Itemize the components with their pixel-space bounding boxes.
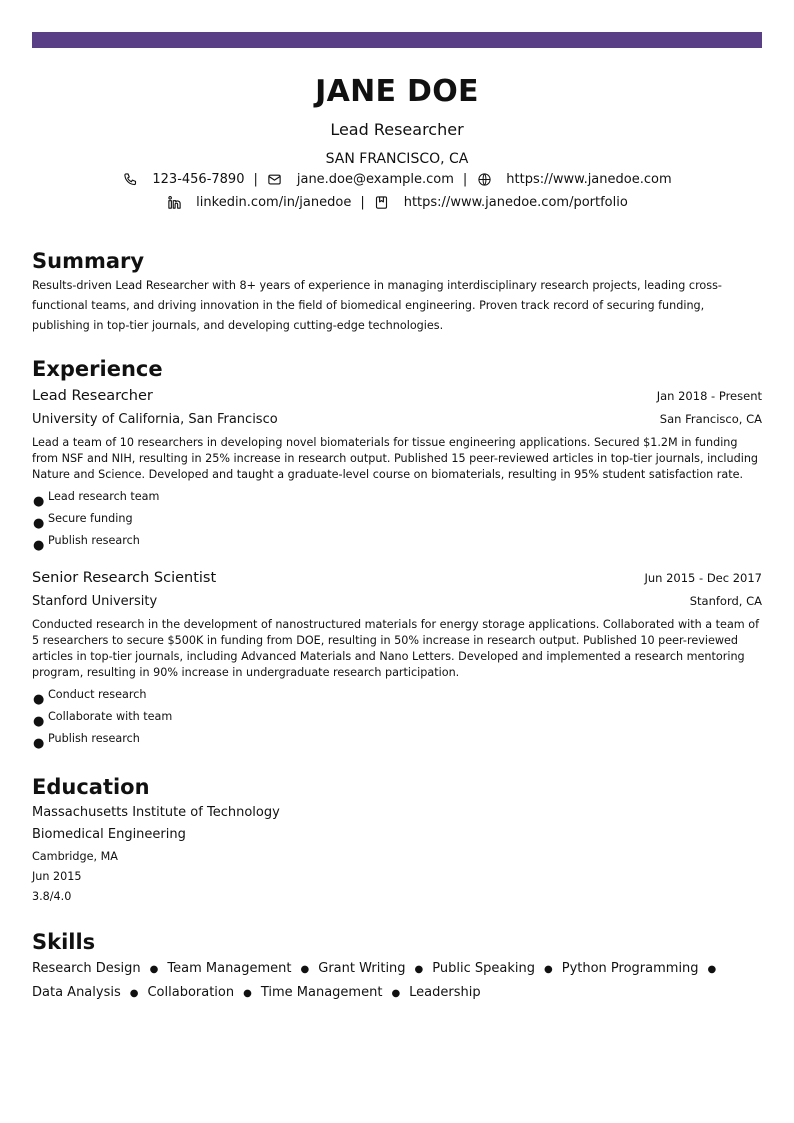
candidate-location: SAN FRANCISCO, CA xyxy=(325,151,469,167)
website-link[interactable]: https://www.janedoe.com xyxy=(506,171,672,187)
summary-text: Results-driven Lead Researcher with 8+ years of experience in managing interdisciplinary research projects, leading cross-functional teams, and driving innovation in the field of biomedical engineering. Proven track record of securing funding, publishing in top-tier journals, and developing cutting-edge technologies. xyxy=(32,279,722,332)
bullet-icon: ● xyxy=(243,988,252,999)
list-item: ● Publish research xyxy=(32,530,762,552)
skill-item: Team Management xyxy=(167,961,292,976)
skill-item: Research Design xyxy=(32,961,141,976)
education-gpa: 3.8/4.0 xyxy=(32,890,72,903)
job-bullets xyxy=(32,486,762,552)
job-role: Senior Research Scientist xyxy=(32,570,217,586)
phone-icon xyxy=(122,172,138,188)
list-item: ● Conduct research xyxy=(32,684,762,706)
linkedin-icon xyxy=(166,195,182,211)
globe-icon xyxy=(476,172,492,188)
bullet-icon: ● xyxy=(33,494,45,509)
separator: | xyxy=(360,194,365,210)
job-location: Stanford, CA xyxy=(689,594,762,608)
skill-item: Public Speaking xyxy=(432,961,535,976)
bookmark-icon xyxy=(374,195,390,211)
job-entry xyxy=(32,384,762,552)
bullet-icon: ● xyxy=(414,964,424,975)
skill-item: Grant Writing xyxy=(318,961,406,976)
skills-heading: Skills xyxy=(32,930,96,954)
list-item: ● Collaborate with team xyxy=(32,706,762,728)
skill-item: Collaboration xyxy=(147,985,235,1000)
skill-item: Leadership xyxy=(409,985,481,1000)
job-description: Lead a team of 10 researchers in developing novel biomaterials for tissue engineering applications. Secured $1.2M in funding from NSF and NIH, resulting in 25% increase in research output. Published 15 peer-reviewed articles in top-tier journals, including Nature and Science. Developed and taught a graduate-level course on biomaterials, resulting in 95% student satisfaction rate. xyxy=(32,436,759,481)
list-item: ● Publish research xyxy=(32,728,762,750)
phone-link[interactable]: 123-456-7890 xyxy=(152,171,245,187)
experience-heading: Experience xyxy=(32,357,163,381)
linkedin-link[interactable]: linkedin.com/in/janedoe xyxy=(196,194,352,210)
job-description: Conducted research in the development of nanostructured materials for energy storage applications. Collaborated with a team of 5 researchers to secure $500K in funding from DOE, resulting in 50% increase in research output. Published 10 peer-reviewed articles in top-tier journals, including Advanced Materials and Nano Letters. Developed and implemented a research mentoring program, resulting in 90% increase in undergraduate research participation. xyxy=(32,618,760,679)
job-bullets xyxy=(32,684,762,750)
bullet-icon: ● xyxy=(33,538,45,553)
job-org: Stanford University xyxy=(32,594,158,609)
skill-item: Python Programming xyxy=(561,961,699,976)
job-role: Lead Researcher xyxy=(32,388,153,404)
bullet-icon: ● xyxy=(33,516,45,531)
resume xyxy=(32,48,762,1005)
email-link[interactable]: jane.doe@example.com xyxy=(296,171,454,187)
education-location: Cambridge, MA xyxy=(32,850,118,863)
skill-item: Time Management xyxy=(260,985,383,1000)
mail-icon xyxy=(267,172,283,188)
bullet-icon: ● xyxy=(33,714,45,729)
list-item: ● Lead research team xyxy=(32,486,762,508)
bullet-icon: ● xyxy=(707,964,717,975)
job-dates: Jan 2018 - Present xyxy=(656,389,762,403)
job-dates: Jun 2015 - Dec 2017 xyxy=(644,571,762,585)
education-entry xyxy=(32,802,762,907)
education-degree: Biomedical Engineering xyxy=(32,827,186,842)
job-org: University of California, San Francisco xyxy=(32,412,278,427)
bullet-icon: ● xyxy=(129,988,139,999)
bullet-icon: ● xyxy=(149,964,159,975)
contact-row-2 xyxy=(32,191,762,214)
skills-line xyxy=(32,981,732,1005)
bullet-icon: ● xyxy=(33,692,45,707)
contact-row-1 xyxy=(32,168,762,191)
bullet-icon: ● xyxy=(300,964,310,975)
education-date: Jun 2015 xyxy=(32,870,82,883)
portfolio-link[interactable]: https://www.janedoe.com/portfolio xyxy=(403,194,628,210)
list-item: ● Secure funding xyxy=(32,508,762,530)
skills-list xyxy=(32,957,732,1005)
job-location: San Francisco, CA xyxy=(659,412,762,426)
bullet-icon: ● xyxy=(391,988,401,999)
candidate-name: JANE DOE xyxy=(315,74,479,109)
job-entry xyxy=(32,566,762,750)
summary-heading: Summary xyxy=(32,249,145,273)
separator: | xyxy=(253,171,258,187)
bullet-icon: ● xyxy=(544,964,553,975)
separator: | xyxy=(462,171,468,187)
skill-item: Data Analysis xyxy=(32,985,121,1000)
education-heading: Education xyxy=(32,775,150,799)
candidate-title: Lead Researcher xyxy=(330,120,464,139)
bullet-icon: ● xyxy=(33,736,45,751)
skills-line xyxy=(32,957,732,981)
accent-bar xyxy=(32,32,762,48)
education-institution: Massachusetts Institute of Technology xyxy=(32,805,280,820)
